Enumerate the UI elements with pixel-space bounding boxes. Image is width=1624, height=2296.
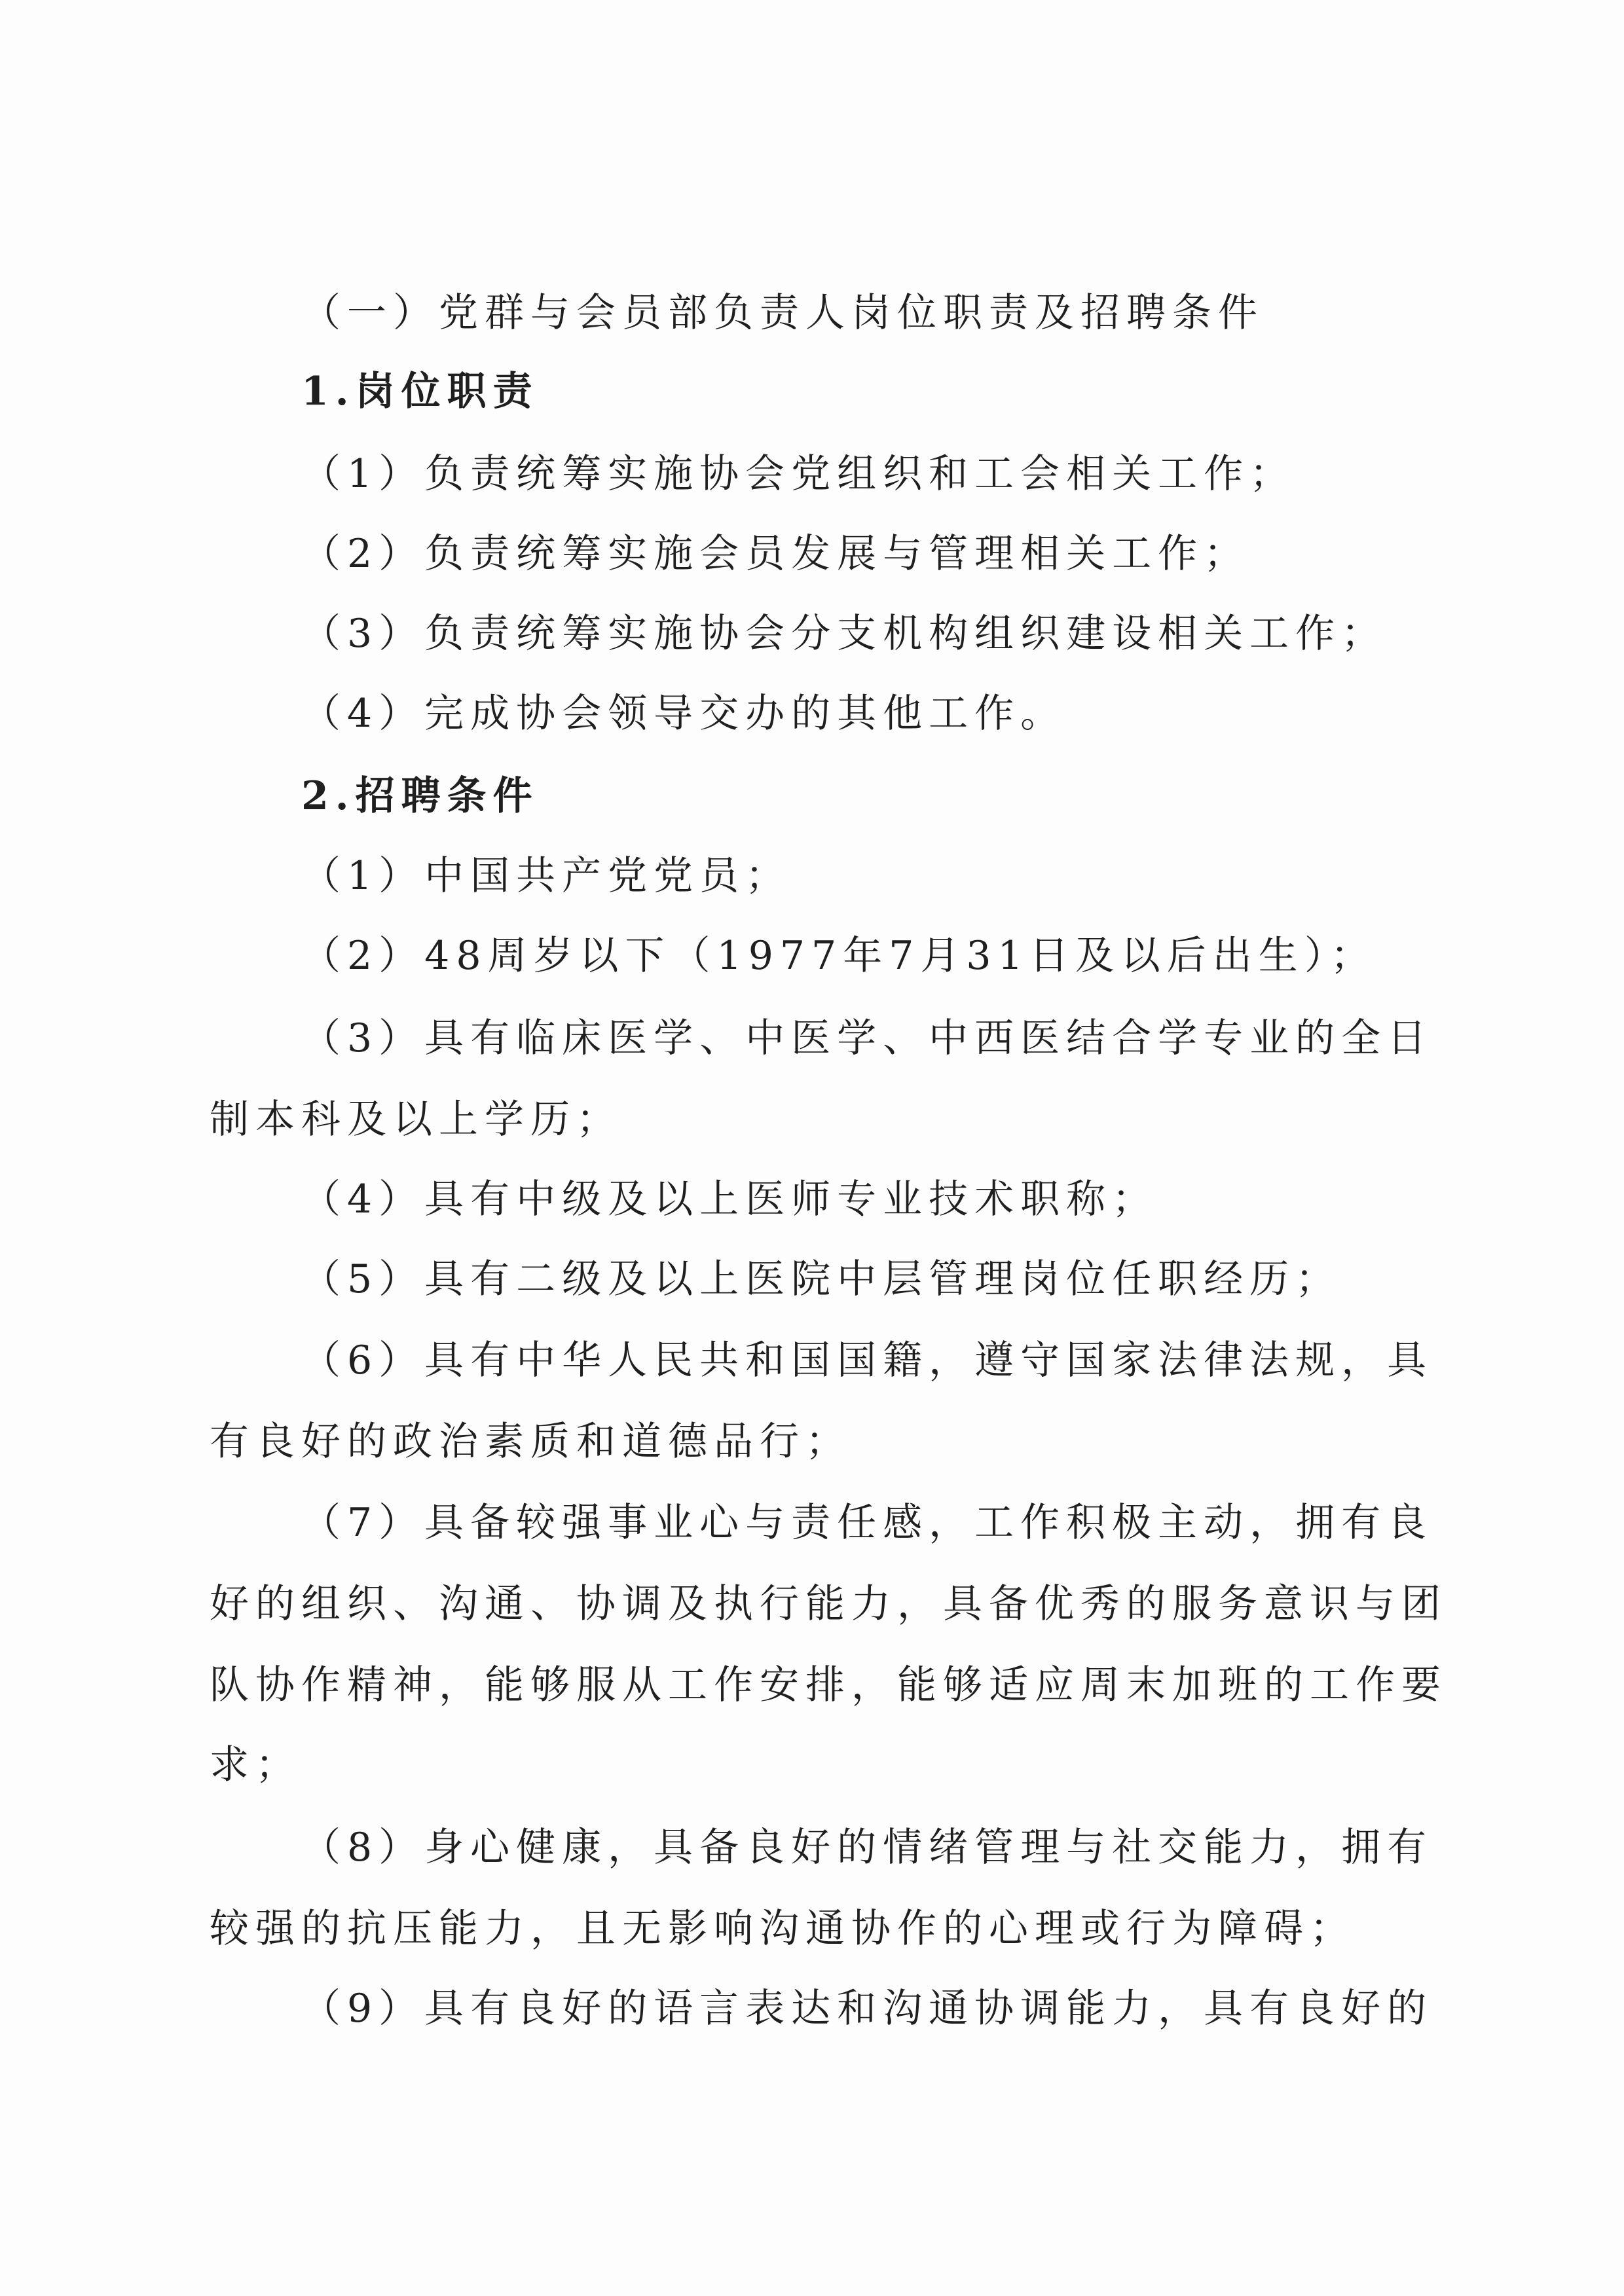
requirement-line: （6）具有中华人民共和国国籍，遵守国家法律法规，具 xyxy=(301,1338,1433,1383)
requirement-line: 制本科及以上学历； xyxy=(210,1097,622,1142)
requirement-line: 求； xyxy=(210,1742,301,1788)
requirement-line: 较强的抗压能力，且无影响沟通协作的心理或行为障碍； xyxy=(210,1906,1356,1952)
duty-item: （3）负责统筹实施协会分支机构组织建设相关工作； xyxy=(301,611,1388,657)
requirement-line: 好的组织、沟通、协调及执行能力，具备优秀的服务意识与团 xyxy=(210,1581,1447,1627)
requirement-line: （9）具有良好的语言表达和沟通协调能力，具有良好的 xyxy=(301,1986,1433,2032)
requirement-line: （5）具有二级及以上医院中层管理岗位任职经历； xyxy=(301,1256,1342,1302)
duties-heading: 1.岗位职责 xyxy=(301,369,539,414)
requirement-line: 队协作精神，能够服从工作安排，能够适应周末加班的工作要 xyxy=(210,1662,1447,1708)
duty-item: （2）负责统筹实施会员发展与管理相关工作； xyxy=(301,531,1250,577)
duty-item: （4）完成协会领导交办的其他工作。 xyxy=(301,691,1067,737)
requirement-line: （2）48周岁以下（1977年7月31日及以后出生）； xyxy=(301,933,1376,979)
requirements-heading: 2.招聘条件 xyxy=(301,773,539,819)
requirement-line: （3）具有临床医学、中医学、中西医结合学专业的全日 xyxy=(301,1015,1433,1061)
requirement-line: （8）身心健康，具备良好的情绪管理与社交能力，拥有 xyxy=(301,1825,1433,1870)
section-title: （一）党群与会员部负责人岗位职责及招聘条件 xyxy=(301,290,1264,336)
requirement-line: （4）具有中级及以上医师专业技术职称； xyxy=(301,1176,1158,1222)
duty-item: （1）负责统筹实施协会党组织和工会相关工作； xyxy=(301,451,1296,497)
requirement-line: 有良好的政治素质和道德品行； xyxy=(210,1419,851,1465)
requirement-line: （1）中国共产党党员； xyxy=(301,853,792,899)
requirement-line: （7）具备较强事业心与责任感，工作积极主动，拥有良 xyxy=(301,1500,1433,1546)
